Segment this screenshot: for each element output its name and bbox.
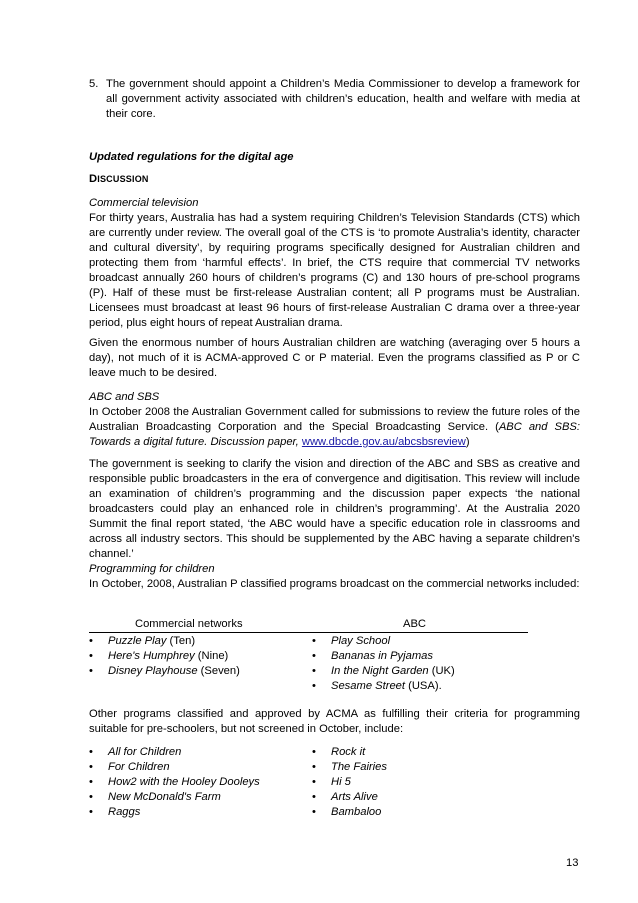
- discussion-heading: [89, 172, 580, 187]
- government-review-paragraph: The government is seeking to clarify the vision and direction of the ABC and SBS as creative and responsible public broadcasters in the era of convergence and digitisation. This review will include an examination of children’s programming and the discussion paper expects ‘the national broadcasters could play an enhanced role in children’s programming’. At the Australia 2020 Summit the final report stated, ‘the ABC would have a specific education role in classrooms and across all industry sectors. This should be supplemented by the ABC having a separate children's channel.’: [89, 458, 580, 560]
- list-item: [312, 634, 455, 649]
- programming-paragraph: In October, 2008, Australian P classified programs broadcast on the commercial networks included:: [89, 578, 580, 590]
- discussion-rest: ISCUSSION: [97, 174, 149, 184]
- program-title: Puzzle Play: [108, 635, 167, 647]
- abc-column-header: ABC: [403, 618, 427, 630]
- commercial-tv-paragraph: For thirty years, Australia has had a system requiring Children’s Television Standards (CTS) which are currently under review. The overall goal of the CTS is ‘to promote Australia’s identity, character and cultural diversity’, by requiring programs specifically designed for Australian children and protecting them from ‘harmful effects’. In brief, the CTS require that commercial TV networks broadcast annually 260 hours of children’s programs (C) and 130 hours of pre-school programs (P). Half of these must be first-release Australian content; all P programs must be Australian. Licensees must broadcast at least 96 hours of first-release Australian C drama over a three-year period, plus eight hours of repeat Australian drama.: [89, 212, 580, 329]
- abc-para-italic: ABC and SBS: Towards a digital future. Discussion paper,: [89, 421, 580, 448]
- bullet: •: [312, 635, 316, 647]
- list-item: [312, 679, 455, 694]
- list-item: [312, 649, 455, 664]
- other-programs-list-left: [89, 745, 260, 820]
- program-title: For Children: [108, 761, 170, 773]
- program-title: Arts Alive: [331, 791, 378, 803]
- other-programs-list-right: [312, 745, 387, 820]
- other-programs-paragraph: Other programs classified and approved by ACMA as fulfilling their criteria for programming suitable for pre-schoolers, but not screened in October, include:: [89, 708, 580, 735]
- abc-program-list: [312, 634, 455, 694]
- bullet: •: [89, 635, 93, 647]
- item-number: 5.: [89, 78, 99, 90]
- children-viewing-paragraph: Given the enormous number of hours Australian children are watching (averaging over 5 hours a day), not much of it is ACMA-approved C or P material. Even the programs classified as P or C leave much to be desired.: [89, 337, 580, 379]
- commercial-program-list: [89, 634, 240, 679]
- program-title: Bananas in Pyjamas: [331, 650, 433, 662]
- review-link[interactable]: www.dbcde.gov.au/abcsbsreview: [301, 436, 466, 448]
- bullet: •: [312, 776, 316, 788]
- list-item: [312, 664, 455, 679]
- list-item: [312, 775, 387, 790]
- abc-sbs-paragraph: [89, 405, 580, 450]
- list-item: [312, 745, 387, 760]
- list-item: [89, 664, 240, 679]
- bullet: •: [312, 650, 316, 662]
- program-network: (Seven): [197, 665, 240, 677]
- bullet: •: [89, 761, 93, 773]
- program-title: Hi 5: [331, 776, 351, 788]
- program-network: (Nine): [194, 650, 229, 662]
- program-title: Rock it: [331, 746, 366, 758]
- bullet: •: [312, 746, 316, 758]
- program-title: Raggs: [108, 806, 141, 818]
- program-title: Sesame Street: [331, 680, 405, 692]
- program-title: Here's Humphrey: [108, 650, 195, 662]
- list-item: [312, 790, 387, 805]
- program-title: In the Night Garden: [331, 665, 429, 677]
- abc-para-end: ): [465, 436, 470, 448]
- program-title: All for Children: [108, 746, 182, 758]
- program-origin: (UK): [428, 665, 455, 677]
- bullet: •: [89, 746, 93, 758]
- commercial-networks-column-header: Commercial networks: [135, 618, 243, 630]
- list-item: [312, 760, 387, 775]
- list-item: [89, 745, 260, 760]
- item-text: The government should appoint a Children’s Media Commissioner to develop a framework for all government activity associated with children’s education, health and welfare with media at their core.: [106, 78, 580, 120]
- list-item: [89, 760, 260, 775]
- abc-para-start: In October 2008 the Australian Government called for submissions to review the future roles of the Australian Broadcasting Corporation and the Special Broadcasting Service. (: [89, 406, 580, 433]
- program-title: How2 with the Hooley Dooleys: [108, 776, 260, 788]
- section-heading: Updated regulations for the digital age: [89, 151, 294, 163]
- program-title: The Fairies: [331, 761, 387, 773]
- numbered-item-5: [89, 77, 580, 122]
- bullet: •: [89, 776, 93, 788]
- bullet: •: [312, 761, 316, 773]
- bullet: •: [312, 791, 316, 803]
- table-header-rule: [89, 632, 528, 633]
- list-item: [89, 775, 260, 790]
- list-item: [89, 649, 240, 664]
- bullet: •: [312, 665, 316, 677]
- commercial-tv-heading: Commercial television: [89, 197, 199, 209]
- discussion-initial: D: [89, 173, 98, 185]
- bullet: •: [89, 791, 93, 803]
- abc-sbs-heading: ABC and SBS: [89, 391, 160, 403]
- bullet: •: [312, 806, 316, 818]
- list-item: [89, 634, 240, 649]
- list-item: [89, 805, 260, 820]
- program-title: Bambaloo: [331, 806, 382, 818]
- program-origin: (USA).: [405, 680, 442, 692]
- programming-heading: Programming for children: [89, 563, 215, 575]
- bullet: •: [89, 650, 93, 662]
- page-number: 13: [566, 857, 579, 869]
- bullet: •: [89, 665, 93, 677]
- bullet: •: [312, 680, 316, 692]
- program-title: Disney Playhouse: [108, 665, 198, 677]
- program-title: New McDonald's Farm: [108, 791, 221, 803]
- list-item: [312, 805, 387, 820]
- program-network: (Ten): [166, 635, 196, 647]
- program-title: Play School: [331, 635, 391, 647]
- list-item: [89, 790, 260, 805]
- bullet: •: [89, 806, 93, 818]
